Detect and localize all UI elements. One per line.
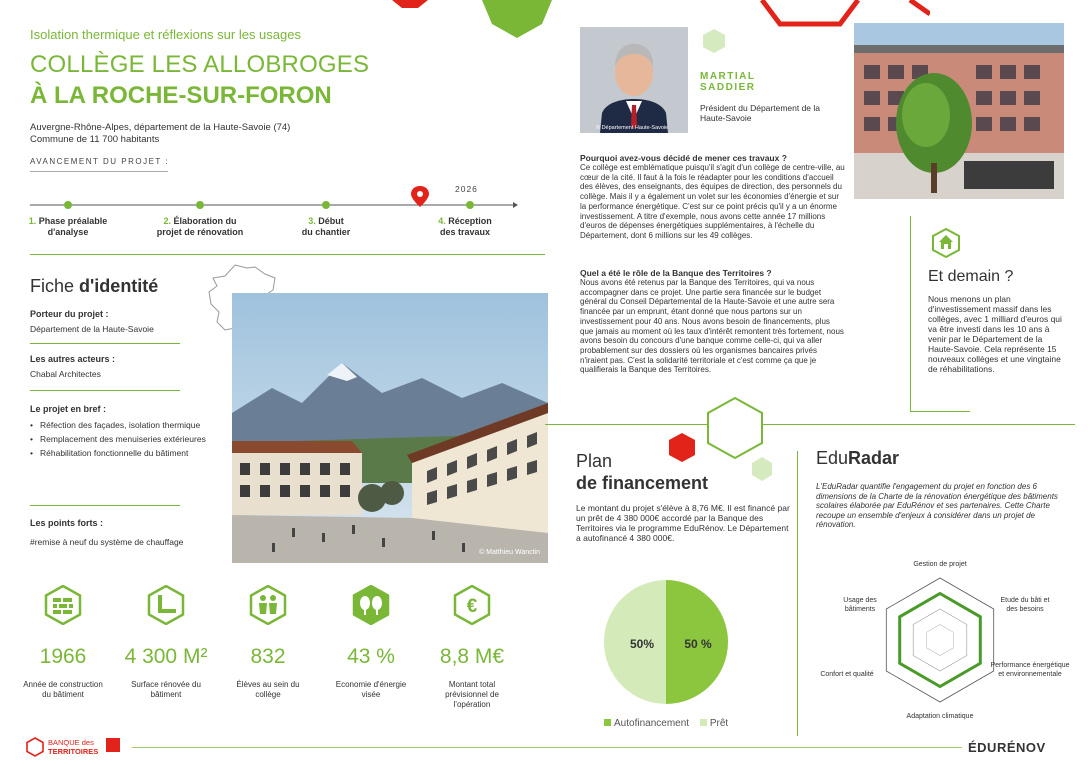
legend-label-autofinancement: Autofinancement — [614, 718, 690, 729]
photo-credit: © Matthieu Wanctin — [479, 549, 540, 556]
radar-axis-label: Gestion de projet — [913, 561, 967, 568]
progress-heading-underline — [30, 171, 168, 172]
banque-des-territoires-name: BANQUE des TERRITOIRES — [48, 738, 99, 756]
radar-grid-outer — [886, 578, 993, 702]
students-icon — [248, 585, 288, 625]
bref-item: • Réhabilitation fonctionnelle du bâtiment — [30, 448, 208, 458]
kpi-value: 832 — [250, 645, 286, 668]
progress-step-2: 2. Élaboration du projet de rénovation — [156, 216, 244, 237]
school-rendering-photo — [232, 293, 548, 563]
home-icon — [932, 228, 960, 258]
pie-data-label-pret: 50% — [629, 637, 655, 651]
eduradar-chart — [870, 570, 1010, 710]
kpi-label: Montant total prévisionnel de l'opération — [445, 680, 499, 709]
pie-data-label-autofinancement: 50 % — [684, 637, 712, 651]
answer-1: Ce collège est emblématique puisqu'il s'agit d'un collège de centre-ville, au cœur de la cité. Il faut à la fois le réadapter pour les conditions d'accueil des élèves, des enseignants, des équipes de direction, des personnels du collège. Mais il y a également un volet sur les économies d'énergie et sur la performance énergétique. C'est sur ce point précis qu'il y a un énorme investissement. A titre d'exemple, nous avons cette année 17 millions d'euros de dépenses énergétiques supplémentaires, à l'échelle du Département, dont 6 millions sur les 49 collèges. — [580, 163, 845, 240]
question-1: Pourquoi avez-vous décidé de mener ces travaux ? — [580, 153, 787, 163]
trees-icon — [351, 585, 391, 625]
banque-des-territoires-logo-icon — [26, 737, 44, 757]
divider-acteurs — [30, 390, 180, 391]
acteurs-value: Chabal Architectes — [30, 369, 101, 379]
kpi-value: 1966 — [39, 645, 87, 668]
kpi-value: 4 300 M² — [124, 645, 208, 668]
progress-step-1: 1. Phase préalable d'analyse — [28, 216, 108, 237]
interviewee-role: Président du Département de la Haute-Savoie — [700, 103, 821, 123]
bricks-icon — [43, 585, 83, 625]
financing-title: Plan de financement — [576, 451, 709, 493]
tomorrow-title: Et demain ? — [928, 268, 1014, 285]
financing-pie-chart — [602, 578, 730, 706]
decor-hexagon-small — [702, 28, 726, 54]
question-2: Quel a été le rôle de la Banque des Territoires ? — [580, 268, 772, 278]
caisse-depots-logo-icon — [106, 738, 120, 752]
eduradar-intro: L'EduRadar quantifie l'engagement du projet en fonction des 6 dimensions de la Charte de la rénovation énergétique des bâtiments scolaires élaborée par EduRénov et ses partenaires. Cette Charte recoupe un ensemble d'enjeux à considérer dans un projet de rénovation. — [816, 482, 1058, 530]
answer-2: Nous avons été retenus par la Banque des Territoires, qui va nous accompagner dans ce projet. Une partie sera financée sur le budget général du Conseil Départemental de la Haute-Savoie et une autre sera financée par un emprunt, étant donné que nous partons sur un investissement pour 40 ans. Nous avons besoin de financements, plus que jamais au moment où les taux d'intérêt remontent très fortement, nous avons besoin du concours d'une banque comme celle-ci, qui va aller probablement sur des dossiers où les organismes bancaires privés n'iraient pas. C'est la solidarité territoriale et c'est comme ça que je qualifierais la Banque des Territoires. — [580, 278, 844, 375]
legend-swatch-autofinancement — [604, 719, 611, 726]
page-title-line1: COLLÈGE LES ALLOBROGES — [30, 51, 370, 78]
progress-timeline — [28, 185, 518, 215]
svg-text:€: € — [466, 596, 478, 617]
legend-swatch-pret — [700, 719, 707, 726]
financing-text: Le montant du projet s'élève à 8,76 M€. Il est financé par un prêt de 4 380 000€ accordé par la Banque des Territoires via le programme EduRénov. Le Département a autofinancé 4 380 000€. — [576, 503, 790, 543]
legend-label-pret: Prêt — [709, 718, 729, 729]
bref-label: Le projet en bref : — [30, 404, 107, 414]
radar-axis-label: Usage des bâtiments — [843, 597, 877, 613]
radar-axis-label: Etude du bâti et des besoins — [1000, 597, 1050, 613]
bref-item: • Remplacement des menuiseries extérieures — [30, 434, 208, 444]
progress-step-3: 3. Début du chantier — [301, 216, 351, 237]
kpi-label: Année de construction du bâtiment — [23, 680, 103, 699]
radar-axis-label: Confort et qualité — [820, 671, 874, 678]
bref-list — [30, 420, 208, 462]
header-kicker: Isolation thermique et réflexions sur les usages — [30, 27, 301, 42]
divider-bref — [30, 505, 180, 506]
forts-value: #remise à neuf du système de chauffage — [30, 537, 184, 547]
radar-axis-label: Performance énergétique et environnementale — [990, 662, 1070, 678]
college-building-photo — [854, 23, 1064, 199]
tomorrow-frame-bottom — [910, 411, 970, 412]
radar-axis-label: Adaptation climatique — [906, 713, 974, 720]
tomorrow-text: Nous menons un plan d'investissement massif dans les collèges, avec 1 milliard d'euros qui va être investi dans les 10 ans à venir par le Département de la Haute-Savoie. Cela représente 15 nouveaux collèges et une vingtaine de réhabilitations. — [928, 294, 1062, 374]
progress-heading: AVANCEMENT DU PROJET : — [30, 157, 170, 166]
eduradar-title: EduRadar — [816, 448, 900, 468]
interviewee-name: MARTIAL SADDIER — [700, 71, 756, 93]
divider-progress — [30, 254, 545, 255]
portrait-photo — [580, 27, 688, 133]
kpi-value: 8,8 M€ — [439, 645, 505, 668]
progress-step-4: 4. Réception des travaux — [438, 216, 492, 237]
kpi-value: 43 % — [347, 645, 395, 668]
location-line1: Auvergne-Rhône-Alpes, département de la Haute-Savoie (74) — [30, 122, 291, 133]
divider-vertical-bottom — [797, 451, 798, 736]
identity-title: Fiche d'identité — [30, 276, 159, 296]
edurenov-logo: ÉDURÉNOV — [968, 740, 1046, 755]
divider-middle — [545, 424, 1075, 425]
portrait-credit: © Département Haute-Savoie — [596, 125, 669, 131]
porteur-value: Département de la Haute-Savoie — [30, 324, 154, 334]
euro-icon — [452, 585, 492, 625]
progress-year: 2026 — [455, 184, 478, 194]
location-line2: Commune de 11 700 habitants — [30, 134, 160, 145]
divider-porteur — [30, 343, 180, 344]
page-title-line2: À LA ROCHE-SUR-FORON — [30, 82, 332, 109]
bref-item: • Réfection des façades, isolation thermique — [30, 420, 208, 430]
acteurs-label: Les autres acteurs : — [30, 354, 116, 364]
radar-grid-inner — [927, 625, 954, 656]
radar-grid-middle — [913, 609, 967, 671]
porteur-label: Porteur du projet : — [30, 309, 109, 319]
tomorrow-frame-left — [910, 216, 911, 411]
pie-legend — [604, 718, 728, 729]
radar-score-shape — [900, 594, 981, 687]
kpi-label: Economie d'énergie visée — [335, 680, 407, 699]
kpi-label: Élèves au sein du collège — [236, 680, 300, 699]
kpi-label: Surface rénovée du bâtiment — [131, 680, 201, 699]
surface-ruler-icon — [146, 585, 186, 625]
footer-line — [132, 747, 962, 748]
forts-label: Les points forts : — [30, 518, 104, 528]
